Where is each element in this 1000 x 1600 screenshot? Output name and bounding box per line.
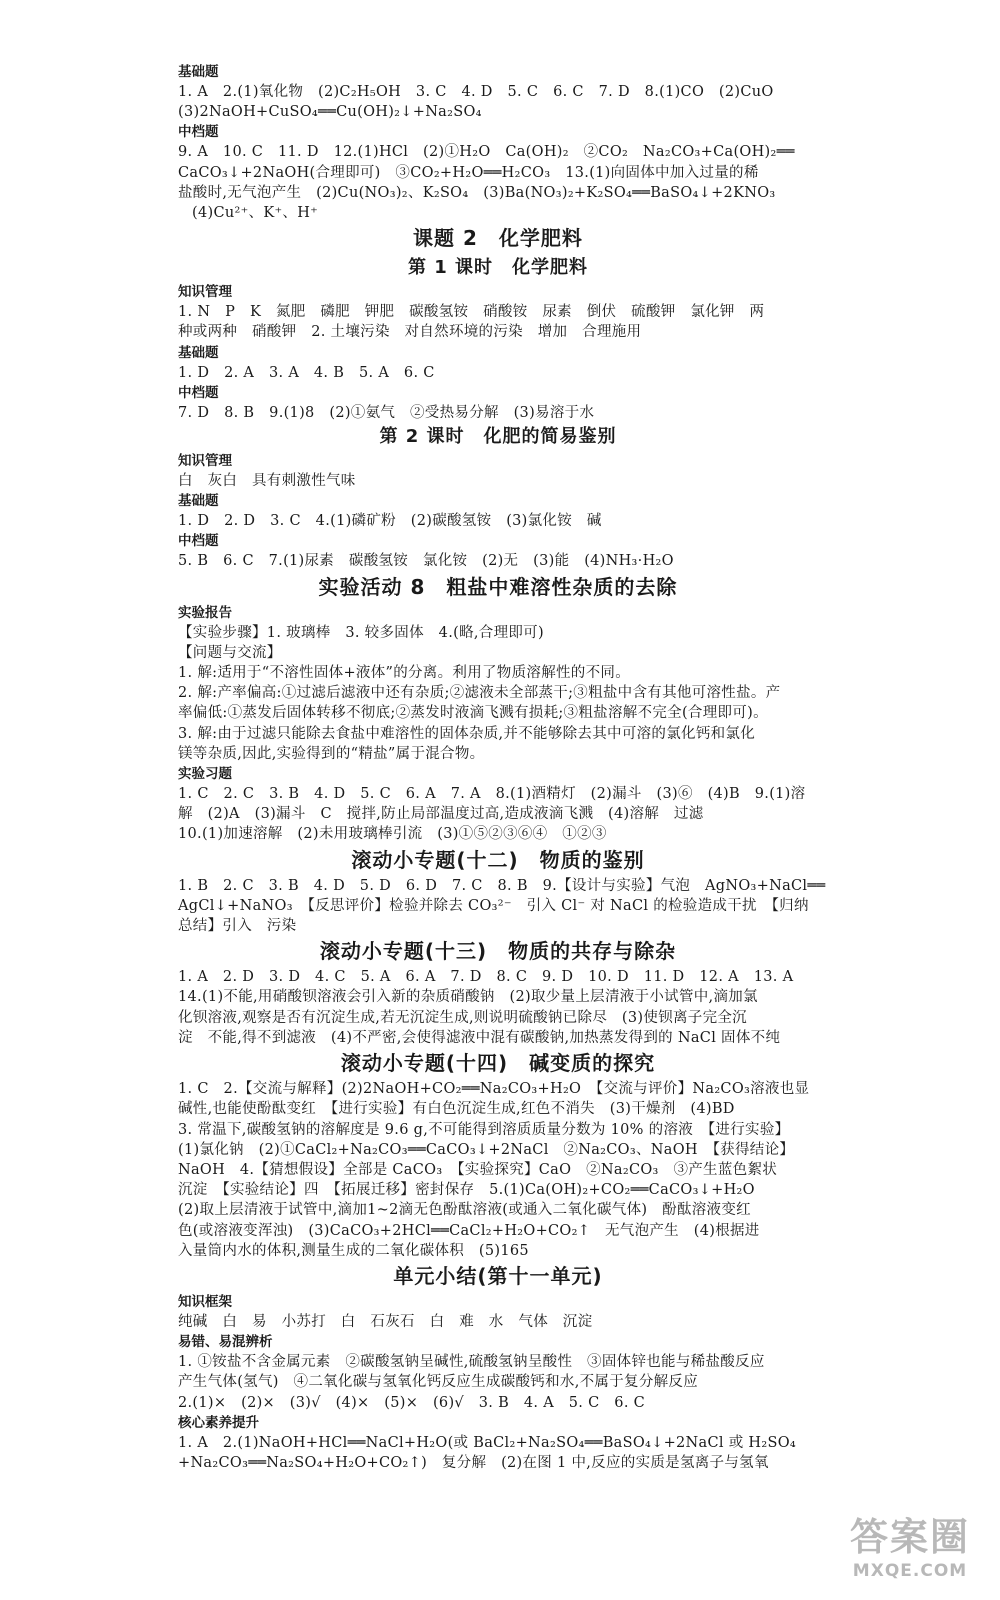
answer-line: NaOH 4.【猜想假设】全部是 CaCO₃ 【实验探究】CaO ②Na₂CO₃ ③产生蓝色絮状 (178, 1161, 778, 1178)
answer-line: 1. ①铵盐不含金属元素 ②碳酸氢钠呈碱性,硫酸氢钠呈酸性 ③固体锌也能与稀盐酸反应 (178, 1354, 765, 1371)
section-core-literacy (178, 1413, 818, 1473)
answer-line: 1. B 2. C 3. B 4. D 5. D 6. D 7. C 8. B 9.【设计与实验】气泡 AgNO₃+NaCl══ (178, 877, 826, 894)
watermark-logo: 答案圈 (849, 1515, 970, 1559)
answer-line: +Na₂CO₃══Na₂SO₄+H₂O+CO₂↑) 复分解 (2)在图 1 中,反应的实质是氢离子与氢氧 (178, 1454, 769, 1471)
section-label: 知识框架 (178, 1293, 232, 1310)
answer-line: 种或两种 硝酸钾 2. 土壤污染 对自然环境的污染 增加 合理施用 (178, 324, 642, 341)
lesson-title: 实验活动 8 粗盐中难溶性杂质的去除 (318, 574, 678, 599)
section-label: 中档题 (178, 533, 219, 550)
answer-line: 入量筒内水的体积,测量生成的二氧化碳体积 (5)165 (178, 1242, 529, 1259)
section-medium-2 (178, 383, 818, 423)
answer-line: 纯碱 白 易 小苏打 白 石灰石 白 难 水 气体 沉淀 (178, 1313, 593, 1330)
answer-line: (3)2NaOH+CuSO₄══Cu(OH)₂↓+Na₂SO₄ (178, 104, 482, 121)
site-watermark (830, 1514, 990, 1592)
section-basic-1 (178, 62, 818, 122)
section-label: 中档题 (178, 384, 219, 401)
answer-line: 镁等杂质,因此,实验得到的“精盐”属于混合物。 (178, 745, 485, 762)
answer-line: 7. D 8. B 9.(1)8 (2)①氨气 ②受热易分解 (3)易溶于水 (178, 404, 595, 421)
answer-line: 1. A 2.(1)氧化物 (2)C₂H₅OH 3. C 4. D 5. C 6. C 7. D 8.(1)CO (2)CuO (178, 84, 774, 100)
section-label: 实验习题 (178, 766, 232, 783)
answer-line: 【问题与交流】 (178, 644, 282, 661)
topic-title: 滚动小专题(十三) 物质的共存与除杂 (319, 939, 677, 964)
answer-line: 1. A 2. D 3. D 4. C 5. A 6. A 7. D 8. C 9. D 10. D 11. D 12. A 13. A (178, 969, 794, 986)
lesson-title: 课题 2 化学肥料 (413, 226, 583, 251)
section-label: 基础题 (178, 344, 219, 361)
topic-title: 滚动小专题(十二) 物质的鉴别 (351, 847, 645, 872)
section-medium-1 (178, 122, 818, 223)
answer-line: 5. B 6. C 7.(1)尿素 碳酸氢铵 氯化铵 (2)无 (3)能 (4)NH₃·H₂O (178, 553, 674, 570)
answer-line: 3. 解:由于过滤只能除去食盐中难溶性的固体杂质,并不能够除去其中可溶的氯化钙和氯化 (178, 725, 756, 742)
section-topic-14 (178, 1079, 818, 1261)
section-label: 基础题 (178, 64, 219, 80)
answer-line: CaCO₃↓+2NaOH(合理即可) ③CO₂+H₂O══H₂CO₃ 13.(1)向固体中加入过量的稀 (178, 164, 759, 181)
answer-line: 解 (2)A (3)漏斗 C 搅拌,防止局部温度过高,造成液滴飞溅 (4)溶解 过滤 (178, 806, 704, 823)
section-basic-2 (178, 343, 818, 383)
watermark-url: MXQE.COM (852, 1561, 968, 1581)
answer-line: 9. A 10. C 11. D 12.(1)HCl (2)①H₂O Ca(OH)₂ ②CO₂ Na₂CO₃+Ca(OH)₂══ (178, 144, 795, 161)
answer-line: 率偏低:①蒸发后固体转移不彻底;②蒸发时液滴飞溅有损耗;③粗盐溶解不完全(合理即可)。 (178, 705, 768, 722)
section-lab-report (178, 603, 818, 764)
answer-line: 1. D 2. D 3. C 4.(1)磷矿粉 (2)碳酸氢铵 (3)氯化铵 碱 (178, 513, 602, 530)
answer-page (178, 62, 826, 1473)
section-topic-12 (178, 876, 826, 937)
section-basic-3 (178, 491, 818, 531)
answer-line: 总结】引入 污染 (178, 918, 297, 935)
section-framework (178, 1292, 818, 1332)
answer-line: 沉淀 【实验结论】四 【拓展迁移】密封保存 5.(1)Ca(OH)₂+CO₂══CaCO₃↓+H₂O (178, 1182, 755, 1199)
answer-line: 1. C 2. C 3. B 4. D 5. C 6. A 7. A 8.(1)酒精灯 (2)漏斗 (3)⑥ (4)B 9.(1)溶 (178, 786, 806, 803)
answer-line: 3. 常温下,碳酸氢钠的溶解度是 9.6 g,不可能得到溶质质量分数为 10% 的溶液 【进行实验】 (178, 1121, 790, 1138)
answer-line: (2)取上层清液于试管中,滴加1~2滴无色酚酞溶液(或通入二氧化碳气体) 酚酞溶液变红 (178, 1202, 751, 1219)
answer-line: 1. 解:适用于“不溶性固体+液体”的分离。利用了物质溶解性的不同。 (178, 665, 631, 682)
section-lab-exercises (178, 764, 818, 845)
topic-title: 滚动小专题(十四) 碱变质的探究 (340, 1051, 656, 1076)
answer-line: AgCl↓+NaNO₃ 【反思评价】检验并除去 CO₃²⁻ 引入 Cl⁻ 对 NaCl 的检验造成干扰 【归纳 (178, 897, 809, 914)
section-label: 易错、易混辨析 (178, 1334, 273, 1351)
answer-line: 1. D 2. A 3. A 4. B 5. A 6. C (178, 364, 435, 381)
answer-line: 2.(1)× (2)× (3)√ (4)× (5)× (6)√ 3. B 4. A 5. C 6. C (178, 1394, 646, 1411)
section-topic-13 (178, 967, 818, 1048)
section-mistakes (178, 1332, 818, 1413)
answer-line: 1. C 2.【交流与解释】(2)2NaOH+CO₂══Na₂CO₃+H₂O 【交流与评价】Na₂CO₃溶液也显 (178, 1081, 810, 1098)
lesson-subtitle: 第 2 课时 化肥的简易鉴别 (379, 426, 617, 448)
answer-line: 【实验步骤】1. 玻璃棒 3. 较多固体 4.(略,合理即可) (178, 624, 544, 641)
section-medium-3 (178, 531, 818, 571)
section-label: 知识管理 (178, 284, 232, 301)
section-label: 基础题 (178, 493, 219, 510)
lesson-subtitle: 第 1 课时 化学肥料 (407, 257, 589, 279)
answer-line: (1)氯化钠 (2)①CaCl₂+Na₂CO₃══CaCO₃↓+2NaCl ②Na₂CO₃、NaOH 【获得结论】 (178, 1141, 795, 1158)
answer-line: 10.(1)加速溶解 (2)未用玻璃棒引流 (3)①⑤②③⑥④ ①②③ (178, 826, 607, 843)
section-label: 中档题 (178, 124, 219, 141)
answer-line: 2. 解:产率偏高:①过滤后滤液中还有杂质;②滤液未全部蒸干;③粗盐中含有其他可溶性盐。产 (178, 685, 781, 702)
answer-line: 淀 不能,得不到滤液 (4)不严密,会使得滤液中混有碳酸钠,加热蒸发得到的 NaCl 固体不纯 (178, 1029, 781, 1046)
answer-line: 色(或溶液变浑浊) (3)CaCO₃+2HCl══CaCl₂+H₂O+CO₂↑ 无气泡产生 (4)根据进 (178, 1222, 760, 1239)
answer-line: 14.(1)不能,用硝酸钡溶液会引入新的杂质硝酸钠 (2)取少量上层清液于小试管中,滴加氯 (178, 989, 758, 1006)
answer-line: 碱性,也能使酚酞变红 【进行实验】有白色沉淀生成,红色不消失 (3)干燥剂 (4)BD (178, 1101, 735, 1118)
answer-line: 白 灰白 具有刺激性气味 (178, 473, 356, 490)
answer-line: 1. A 2.(1)NaOH+HCl══NaCl+H₂O(或 BaCl₂+Na₂SO₄══BaSO₄↓+2NaCl 或 H₂SO₄ (178, 1434, 797, 1451)
answer-line: 化钡溶液,观察是否有沉淀生成,若无沉淀生成,则说明硫酸钠已除尽 (3)使钡离子完全沉 (178, 1009, 747, 1026)
section-label: 核心素养提升 (178, 1414, 259, 1431)
section-knowledge-2 (178, 451, 818, 491)
answer-line: 1. N P K 氮肥 磷肥 钾肥 碳酸氢铵 硝酸铵 尿素 倒伏 硫酸钾 氯化钾 两 (178, 304, 765, 321)
section-label: 知识管理 (178, 453, 232, 470)
section-label: 实验报告 (178, 604, 232, 621)
answer-line: 产生气体(氢气) ④二氧化碳与氢氧化钙反应生成碳酸钙和水,不属于复分解反应 (178, 1374, 699, 1391)
section-knowledge-1 (178, 282, 818, 342)
answer-line: 盐酸时,无气泡产生 (2)Cu(NO₃)₂、K₂SO₄ (3)Ba(NO₃)₂+K₂SO₄══BaSO₄↓+2KNO₃ (178, 184, 776, 201)
unit-summary-title: 单元小结(第十一单元) (393, 1263, 603, 1288)
answer-line: (4)Cu²⁺、K⁺、H⁺ (192, 205, 319, 222)
